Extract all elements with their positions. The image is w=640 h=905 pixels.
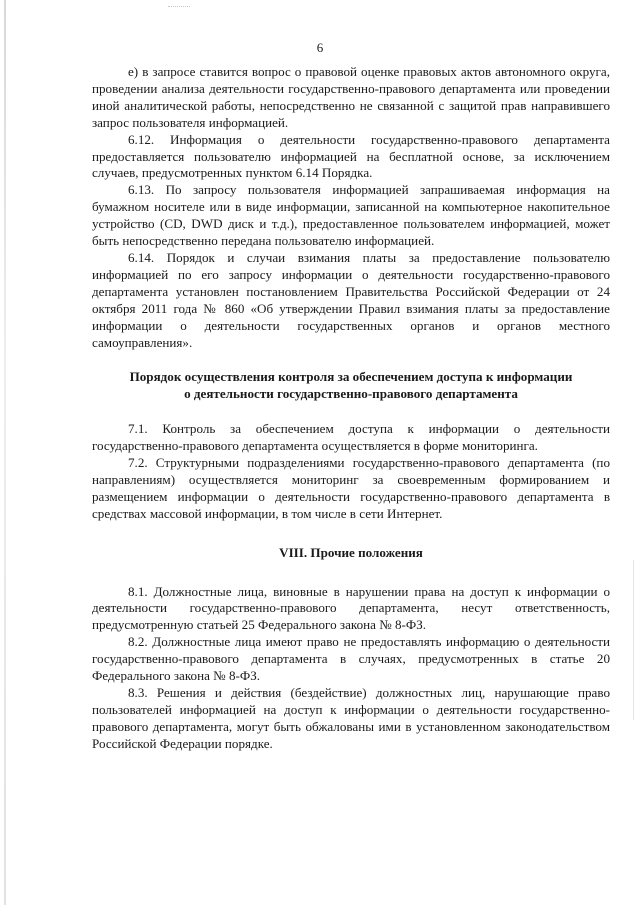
scan-artifact — [168, 6, 190, 11]
document-body — [92, 64, 610, 753]
section-heading-control-line1: Порядок осуществления контроля за обеспечением доступа к информации — [129, 369, 573, 385]
paragraph-8-3: 8.3. Решения и действия (бездействие) должностных лиц, нарушающие право пользователей информацией на доступ к информации о деятельности государственно-правового департамента, могут быть обжалованы ими в установленном законодательством Российской Федерации порядке. — [92, 685, 610, 751]
scan-edge-shadow — [4, 0, 6, 905]
paragraph-8-2: 8.2. Должностные лица имеют право не предоставлять информацию о деятельности государственно-правового департамента в случаях, предусмотренных в статье 20 Федерального закона № 8-ФЗ. — [92, 634, 610, 684]
paragraph-8-1: 8.1. Должностные лица, виновные в нарушении права на доступ к информации о деятельности государственно-правового департамента, несут ответственность, предусмотренную статьей 25 Федерального закона № 8-ФЗ. — [92, 583, 610, 633]
scan-edge-shadow-right — [633, 560, 634, 720]
paragraph-6-14: 6.14. Порядок и случаи взимания платы за предоставление пользователю информацией по его запросу информации о деятельности государственно-правового департамента установлен постановлением Правительства Российской Федерации от 24 октября 2011 года № 860 «Об утверждении Правил взимания платы за предоставление информации о деятельности государственных органов и органов местного самоуправления». — [92, 249, 610, 350]
paragraph-7-1: 7.1. Контроль за обеспечением доступа к информации о деятельности государственно-правового департамента осуществляется в форме мониторинга. — [92, 421, 610, 454]
paragraph-6-13: 6.13. По запросу пользователя информацией запрашиваемая информация на бумажном носителе или в виде информации, записанной на компьютерное накопительное устройство (CD, DWD диск и т.д.), предоставленное пользователем информацией, может быть непосредственно передана пользователю информацией. — [92, 182, 610, 249]
section-heading-other: VIII. Прочие положения — [279, 544, 423, 560]
page-number: 6 — [316, 40, 324, 55]
section-heading-control-line2: о деятельности государственно-правового департамента — [184, 386, 518, 402]
section-heading-control — [92, 369, 610, 403]
paragraph-6-11-e: е) в запросе ставится вопрос о правовой оценке правовых актов автономного округа, проведении анализа деятельности государственно-правового департамента или проведении иной аналитической работы, непосредственно не связанной с защитой прав направившего запрос пользователя информацией. — [92, 64, 610, 130]
paragraph-7-2: 7.2. Структурными подразделениями государственно-правового департамента (по направлениям) осуществляется мониторинг за своевременным формированием и размещением информации о деятельности государственно-правового департамента в средствах массовой информации, в том числе в сети Интернет. — [92, 455, 610, 521]
paragraph-6-12: 6.12. Информация о деятельности государственно-правового департамента предоставляется пользователю информацией на бесплатной основе, за исключением случаев, предусмотренных пунктом 6.14 Порядка. — [92, 131, 610, 181]
